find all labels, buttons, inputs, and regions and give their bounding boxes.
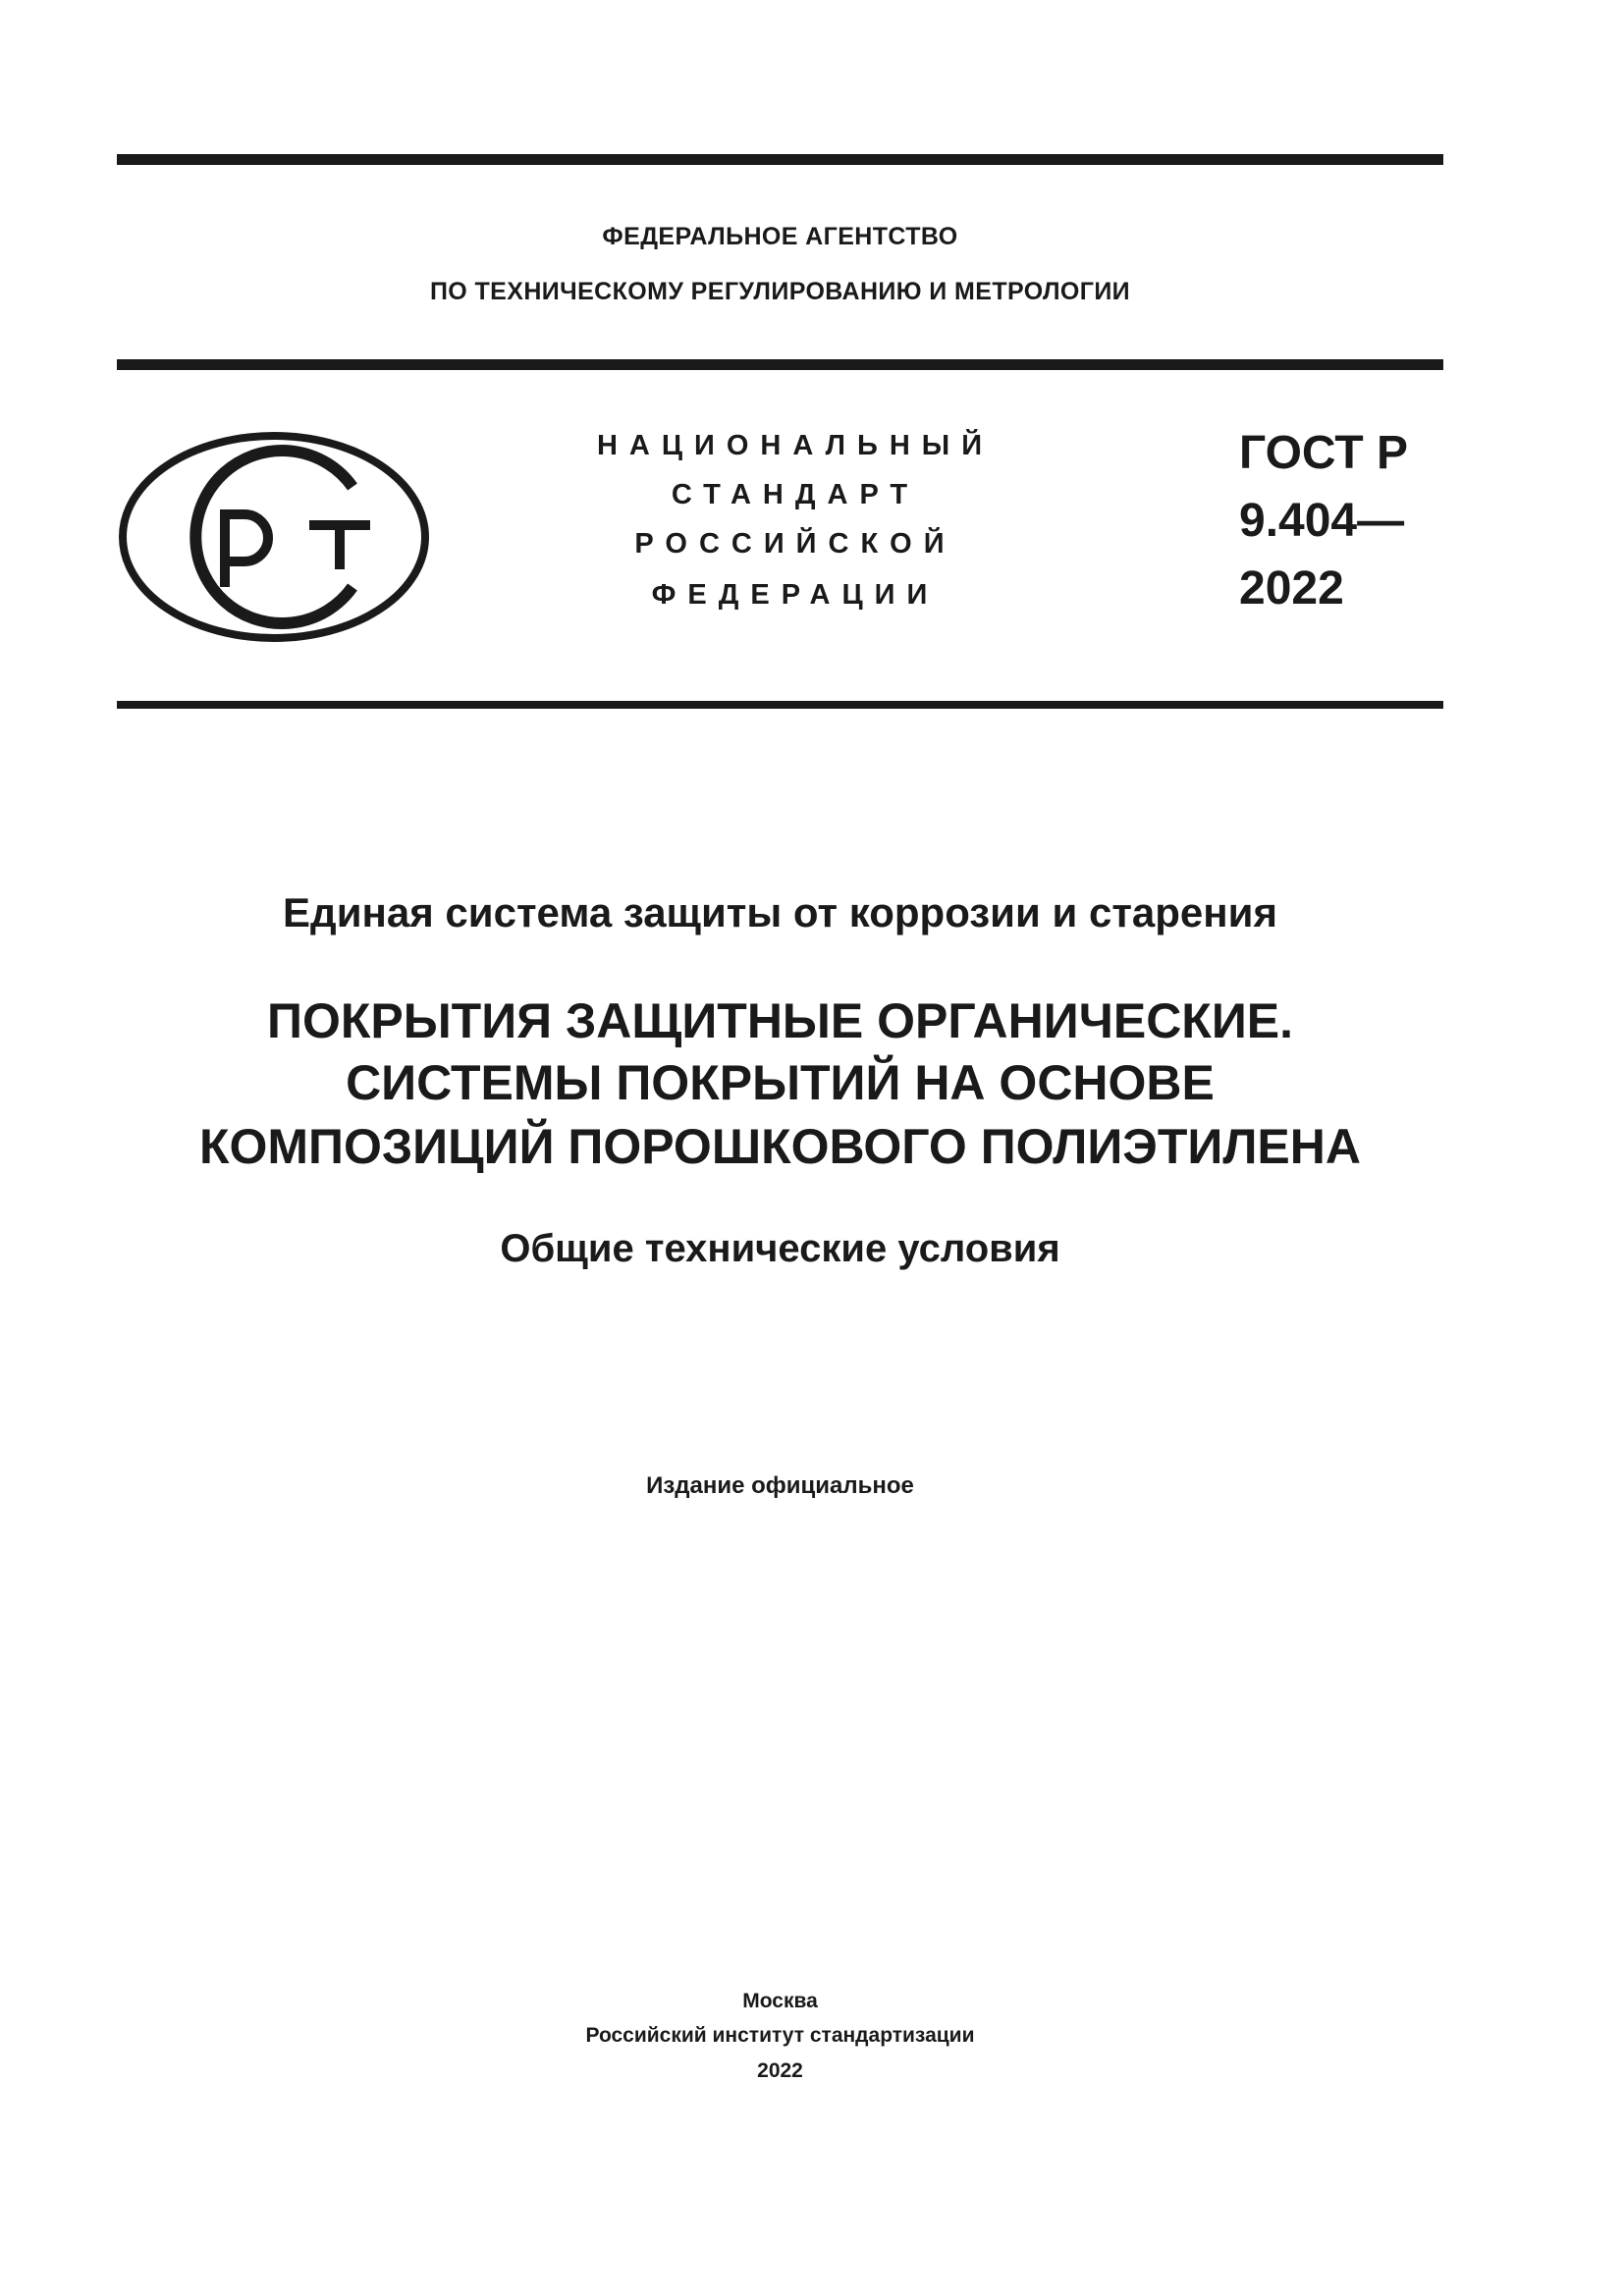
standard-designation-line-3: 2022 <box>1239 562 1344 614</box>
series-title: Единая система защиты от коррозии и старения <box>283 889 1277 935</box>
edition-note: Издание официальное <box>646 1472 914 1499</box>
standard-type-line-2: СТАНДАРТ <box>671 479 920 510</box>
standard-designation-line-1: ГОСТ Р <box>1239 427 1409 479</box>
imprint-publisher: Российский институт стандартизации <box>585 2024 975 2047</box>
top-rule <box>117 154 1443 165</box>
imprint-city: Москва <box>742 1990 818 2012</box>
agency-name-line-2: ПО ТЕХНИЧЕСКОМУ РЕГУЛИРОВАНИЮ И МЕТРОЛОГИИ <box>429 278 1131 305</box>
main-title-line-1: ПОКРЫТИЯ ЗАЩИТНЫЕ ОРГАНИЧЕСКИЕ. <box>267 993 1293 1048</box>
main-title-line-3: КОМПОЗИЦИЙ ПОРОШКОВОГО ПОЛИЭТИЛЕНА <box>198 1119 1362 1174</box>
standard-type-line-1: НАЦИОНАЛЬНЫЙ <box>596 430 995 461</box>
rst-certification-mark-icon <box>117 430 431 644</box>
standard-type-line-4: ФЕДЕРАЦИИ <box>651 579 940 611</box>
standard-type-line-3: РОССИЙСКОЙ <box>634 528 956 560</box>
header-rule <box>117 359 1443 370</box>
imprint-year: 2022 <box>757 2059 803 2082</box>
standard-designation-line-2: 9.404— <box>1239 495 1405 547</box>
title-block-rule <box>117 701 1443 709</box>
agency-name-line-1: ФЕДЕРАЛЬНОЕ АГЕНТСТВО <box>602 223 958 250</box>
subtitle: Общие технические условия <box>500 1227 1060 1270</box>
main-title-line-2: СИСТЕМЫ ПОКРЫТИЙ НА ОСНОВЕ <box>346 1055 1215 1110</box>
